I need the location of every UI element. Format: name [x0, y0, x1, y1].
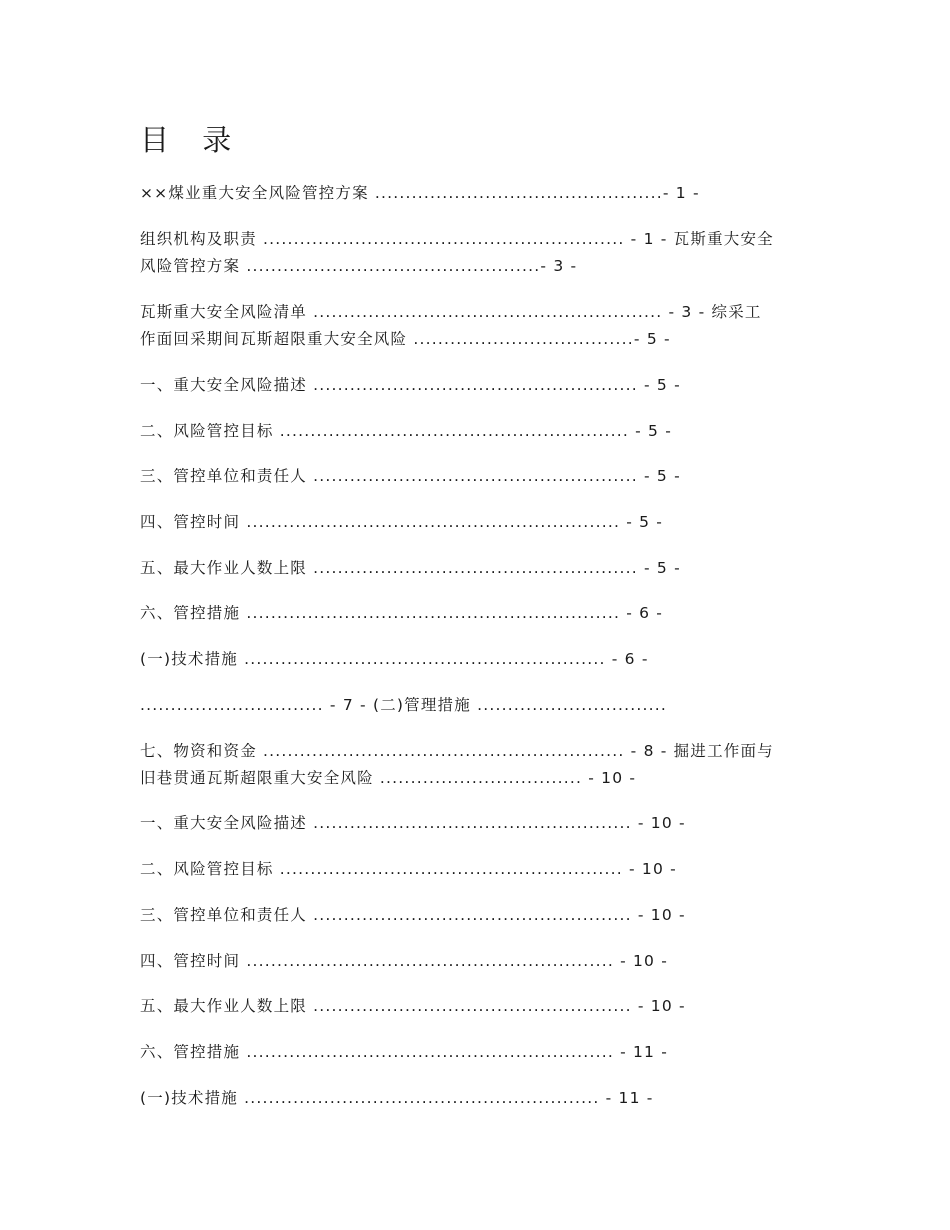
- toc-entry[interactable]: 二、风险管控目标 ......................................................... - 5 -: [140, 422, 672, 440]
- toc-entry[interactable]: (一)技术措施 .......................................................... - 11 -: [140, 1089, 654, 1107]
- toc-entry-continuation[interactable]: 风险管控方案 ................................................- 3 -: [140, 257, 578, 275]
- toc-entry[interactable]: 一、重大安全风险描述 .................................................... - 10 -: [140, 814, 686, 832]
- toc-entry[interactable]: 一、重大安全风险描述 ..................................................... - 5 -: [140, 376, 681, 394]
- toc-entry[interactable]: (一)技术措施 ........................................................... - 6 -: [140, 650, 649, 668]
- toc-entry-continuation[interactable]: 旧巷贯通瓦斯超限重大安全风险 ................................. - 10 -: [140, 769, 637, 787]
- toc-entry[interactable]: 五、最大作业人数上限 ..................................................... - 5 -: [140, 559, 681, 577]
- toc-entry[interactable]: 四、管控时间 ............................................................ - 10 -: [140, 952, 669, 970]
- toc-entry[interactable]: 组织机构及职责 ........................................................... - 1 - 瓦斯重大安全: [140, 230, 774, 248]
- toc-entry[interactable]: 瓦斯重大安全风险清单 ......................................................... - 3 - 综采工: [140, 303, 762, 321]
- toc-entry[interactable]: ××煤业重大安全风险管控方案 ...............................................- 1 -: [140, 184, 700, 202]
- toc-entry[interactable]: 六、管控措施 ............................................................ - 11 -: [140, 1043, 669, 1061]
- toc-entry[interactable]: 三、管控单位和责任人 .................................................... - 10 -: [140, 906, 686, 924]
- toc-entry[interactable]: 六、管控措施 ............................................................. - 6 -: [140, 604, 664, 622]
- toc-entry[interactable]: 七、物资和资金 ........................................................... - 8 - 掘进工作面与: [140, 742, 774, 760]
- toc-entry[interactable]: 三、管控单位和责任人 ..................................................... - 5 -: [140, 467, 681, 485]
- toc-entry-continuation[interactable]: 作面回采期间瓦斯超限重大安全风险 ....................................- 5 -: [140, 330, 671, 348]
- toc-entry[interactable]: 二、风险管控目标 ........................................................ - 10 -: [140, 860, 677, 878]
- toc-entry[interactable]: 四、管控时间 ............................................................. - 5 -: [140, 513, 664, 531]
- toc-title: 目 录: [140, 123, 244, 157]
- toc-entry[interactable]: 五、最大作业人数上限 .................................................... - 10 -: [140, 997, 686, 1015]
- toc-entry[interactable]: .............................. - 7 - (二)管理措施 ...............................: [140, 696, 668, 714]
